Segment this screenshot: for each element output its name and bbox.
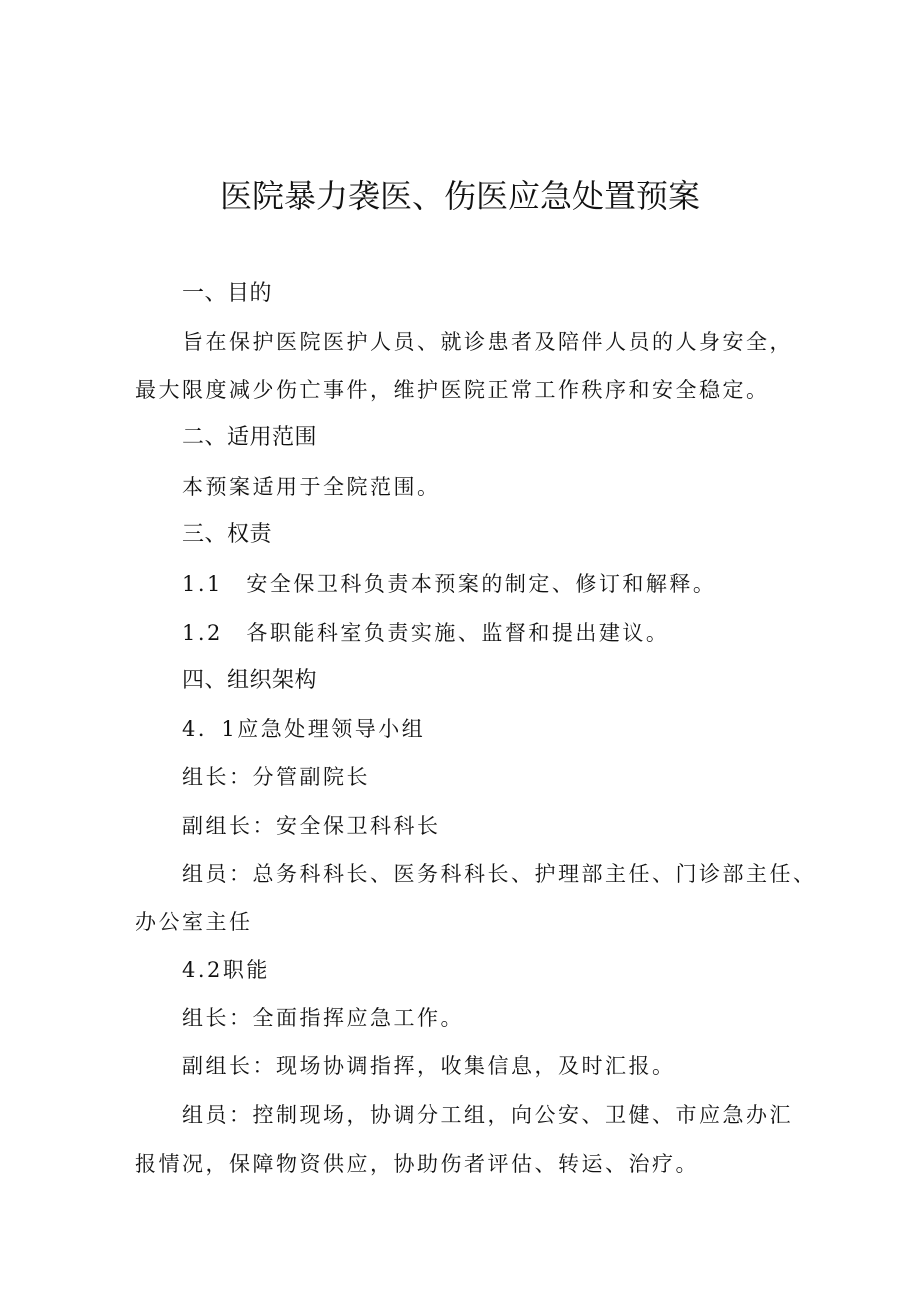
document-title: 医院暴力袭医、伤医应急处置预案 (219, 177, 700, 215)
section-heading-purpose: 一、目的 (182, 281, 273, 306)
section-heading-scope: 二、适用范围 (182, 425, 318, 450)
section-heading-organization: 四、组织架构 (182, 668, 318, 693)
group-members-line-1: 组员：总务科科长、医务科科长、护理部主任、门诊部主任、 (182, 862, 817, 886)
responsibility-item-1: 1.1 安全保卫科负责本预案的制定、修订和解释。 (182, 572, 717, 596)
group-members-line-2: 办公室主任 (135, 910, 253, 934)
deputy-duty-line: 副组长：现场协调指挥，收集信息，及时汇报。 (182, 1054, 676, 1078)
subsection-title-leading-group: 4．1应急处理领导小组 (182, 717, 426, 741)
scope-paragraph: 本预案适用于全院范围。 (182, 475, 441, 499)
group-leader-line: 组长：分管副院长 (182, 765, 370, 789)
subsection-title-functions: 4.2职能 (182, 958, 270, 982)
members-duty-line-2: 报情况，保障物资供应，协助伤者评估、转运、治疗。 (135, 1152, 699, 1176)
leader-duty-line: 组长：全面指挥应急工作。 (182, 1006, 464, 1030)
purpose-paragraph-line-2: 最大限度减少伤亡事件，维护医院正常工作秩序和安全稳定。 (135, 378, 770, 402)
deputy-leader-line: 副组长：安全保卫科科长 (182, 814, 441, 838)
purpose-paragraph-line-1: 旨在保护医院医护人员、就诊患者及陪伴人员的人身安全， (182, 330, 793, 354)
members-duty-line-1: 组员：控制现场，协调分工组，向公安、卫健、市应急办汇 (182, 1103, 793, 1127)
responsibility-item-2: 1.2 各职能科室负责实施、监督和提出建议。 (182, 621, 670, 645)
section-heading-responsibilities: 三、权责 (182, 522, 273, 547)
